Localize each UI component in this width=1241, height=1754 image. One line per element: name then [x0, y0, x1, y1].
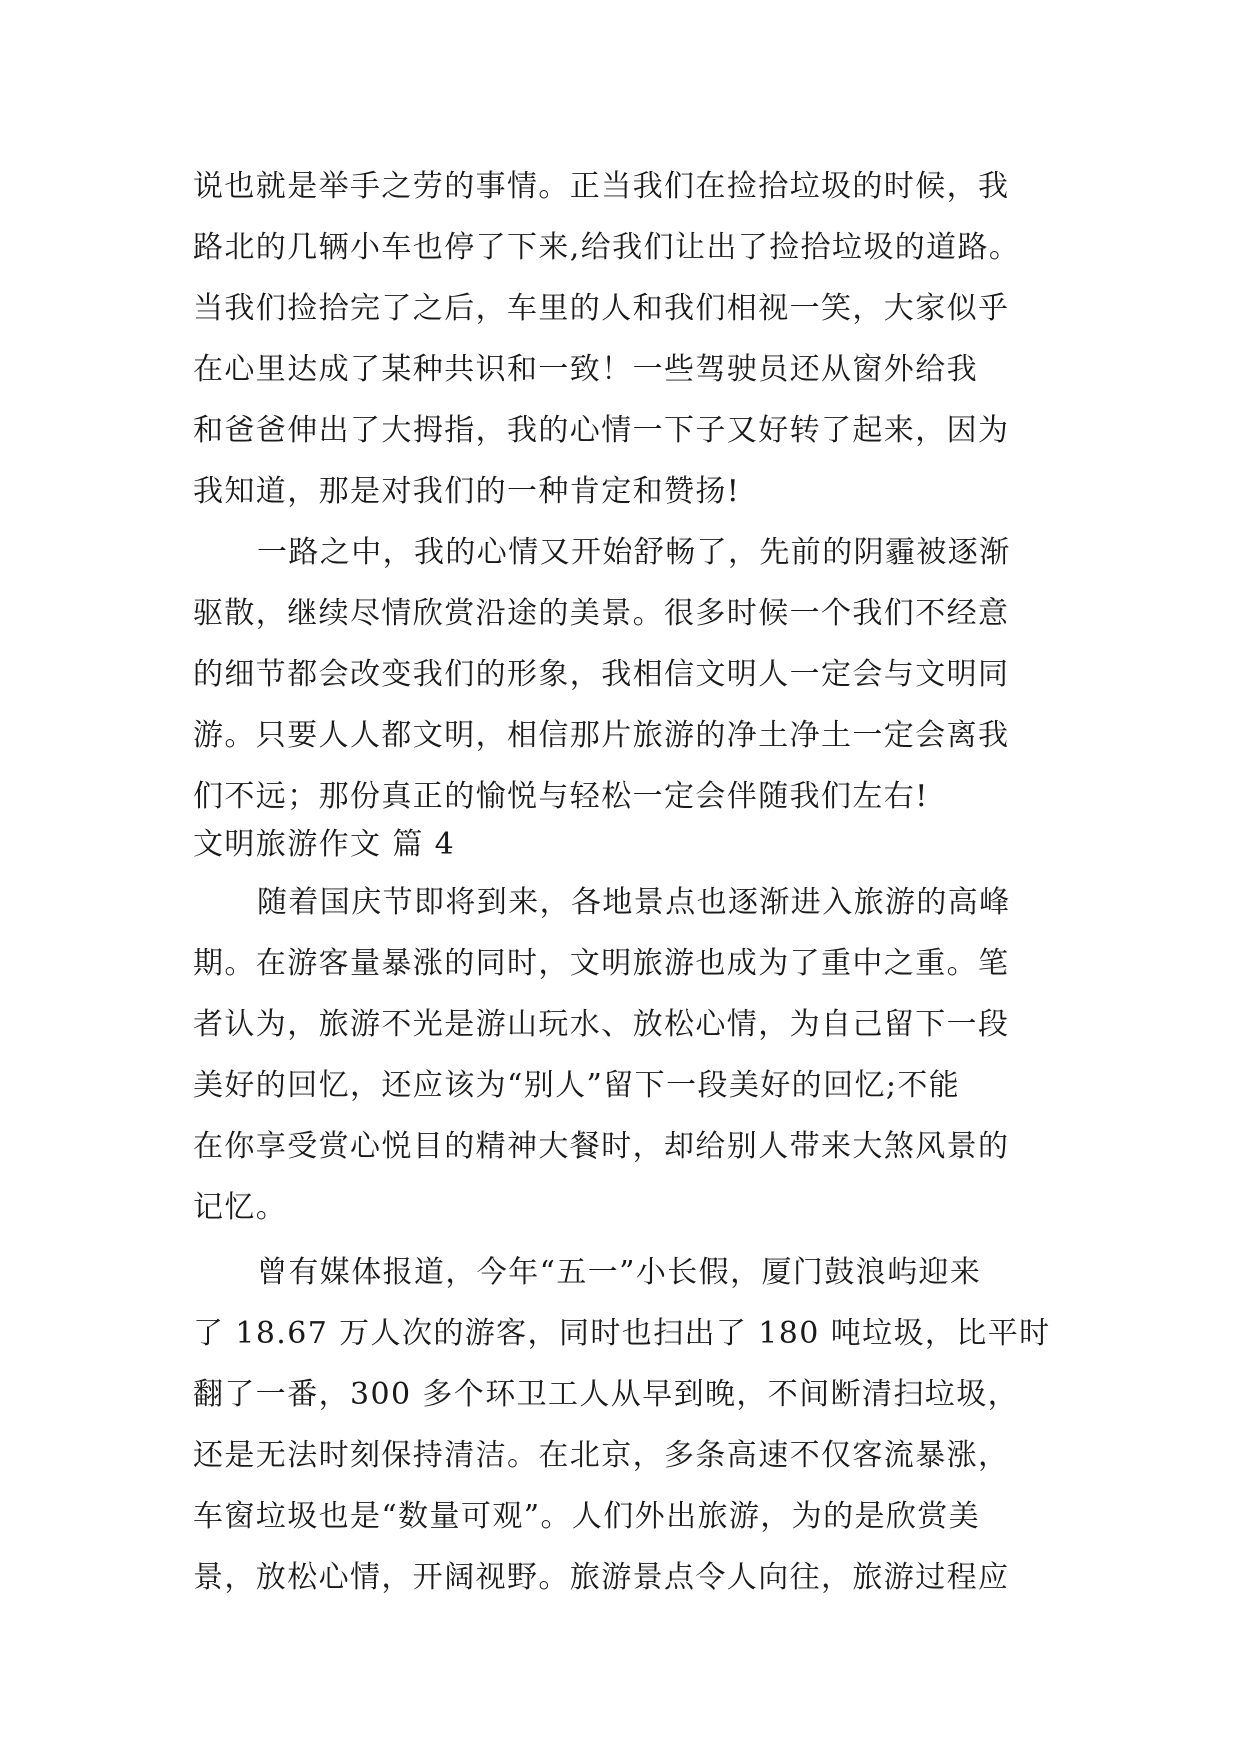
text-line: 车窗垃圾也是“数量可观”。人们外出旅游，为的是欣赏美: [193, 1499, 981, 1534]
text-line: 们不远；那份真正的愉悦与轻松一定会伴随我们左右!: [193, 779, 929, 814]
paragraph-first-line: 随着国庆节即将到来，各地景点也逐渐进入旅游的高峰: [257, 885, 1011, 920]
text-line: 驱散，继续尽情欣赏沿途的美景。很多时候一个我们不经意: [193, 596, 1010, 631]
text-line: 美好的回忆，还应该为“别人”留下一段美好的回忆;不能: [193, 1068, 961, 1103]
paragraph-first-line: 曾有媒体报道，今年“五一”小长假，厦门鼓浪屿迎来: [257, 1255, 982, 1290]
section-heading: 文明旅游作文 篇 4: [193, 827, 456, 862]
text-line: 游。只要人人都文明，相信那片旅游的净土净土一定会离我: [193, 718, 1010, 753]
text-line: 在心里达成了某种共识和一致！一些驾驶员还从窗外给我: [193, 352, 978, 387]
text-line: 期。在游客量暴涨的同时，文明旅游也成为了重中之重。笔: [193, 946, 1010, 981]
text-line: 说也就是举手之劳的事情。正当我们在捡拾垃圾的时候，我: [193, 169, 1010, 204]
text-line: 当我们捡拾完了之后，车里的人和我们相视一笑，大家似乎: [193, 291, 1010, 326]
text-line: 路北的几辆小车也停了下来,给我们让出了捡拾垃圾的道路。: [193, 230, 1021, 265]
text-line: 在你享受赏心悦目的精神大餐时，却给别人带来大煞风景的: [193, 1129, 1010, 1164]
text-line: 景，放松心情，开阔视野。旅游景点令人向往，旅游过程应: [193, 1560, 1010, 1595]
text-line: 翻了一番，300 多个环卫工人从早到晚，不间断清扫垃圾，: [193, 1377, 1019, 1412]
text-line: 和爸爸伸出了大拇指，我的心情一下子又好转了起来，因为: [193, 413, 1010, 448]
paragraph-first-line: 一路之中，我的心情又开始舒畅了，先前的阴霾被逐渐: [257, 535, 1011, 570]
text-line: 的细节都会改变我们的形象，我相信文明人一定会与文明同: [193, 657, 1010, 692]
text-line: 我知道，那是对我们的一种肯定和赞扬!: [193, 474, 741, 509]
text-line: 记忆。: [193, 1190, 288, 1225]
text-line: 了 18.67 万人次的游客，同时也扫出了 180 吨垃圾，比平时: [193, 1316, 1051, 1351]
text-line: 者认为，旅游不光是游山玩水、放松心情，为自己留下一段: [193, 1007, 1010, 1042]
text-line: 还是无法时刻保持清洁。在北京，多条高速不仅客流暴涨，: [193, 1438, 1010, 1473]
